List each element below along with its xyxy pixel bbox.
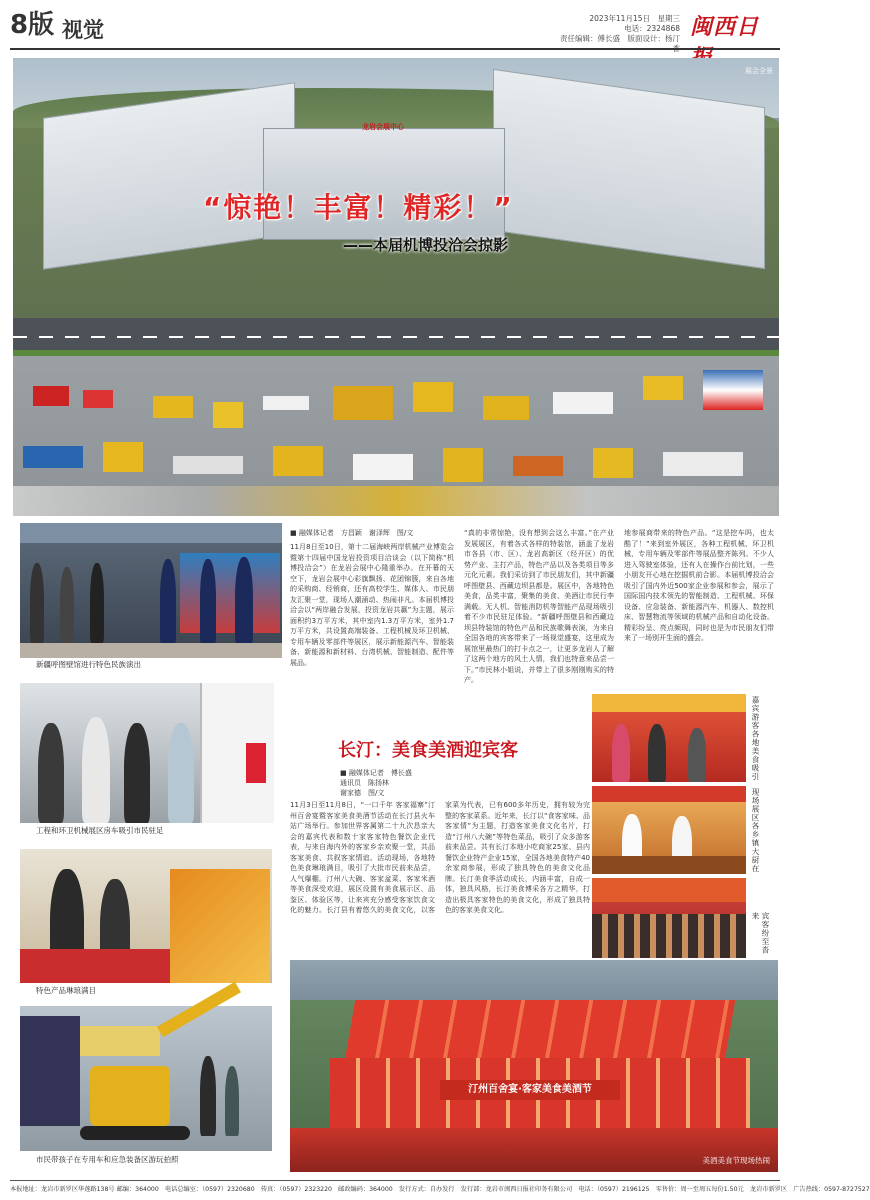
person [30, 563, 44, 643]
counter [592, 856, 746, 874]
photo-folk-dance [20, 523, 282, 658]
person [688, 728, 706, 782]
photo-guests [592, 878, 746, 958]
yellow-machine [153, 396, 193, 418]
page-footer: 本报地址：龙岩市新罗区华莲路138号 邮编：364000 电话总编室：（0597）2320680 传真：（0597）2323220 邮政编码：364000 发行方式：自办发行 发行部：龙岩市闽西日报社印务有限公司 电话：（0597）2196125 零售价：周一至周五每份1.50元 龙岩市新罗区 广告热线：0597-8727527 [10, 1180, 780, 1194]
photo-food-festival-venue [290, 960, 778, 1172]
caption-stall-3: 宾客纷至沓来 [751, 912, 770, 955]
page-number: 8版 [10, 10, 55, 40]
white-truck [173, 456, 243, 474]
article1-column-2: “真的非常惊艳，没有想到会这么丰富。”在产业发展展区，有着各式各样的特装馆，涵盖了龙岩市各县（市、区）、龙岩高新区（经开区）的优势产业、主打产品，特色产品以及各类项目等多元化元素。我们采访到了市民朋友们，其中新疆呼图壁县、西藏边坝县都是。展区中，各地特色美食，品类丰富，聚集的美食、美酒让市民行李满载。无人机、智能消防机等智能产品现场吸引着不少市民驻足体验。“新疆呼图壁县和西藏边坝县特装馆的特色产品和民族歌舞表演，为来自全国各地的宾客带来了一场视觉盛宴，这里成为展馆里最热门的打卡点之一，让更多龙岩人了解了这两个地方的风土人情，我们也特意来品尝一下。”市民林小姐说，并带上了很多刚刚购买的特产。 [464, 529, 614, 684]
photo-food-stall-2 [592, 786, 746, 874]
caption-venue: 美酒美食节现场热闹 [702, 1156, 770, 1165]
excavator-body [90, 1066, 170, 1126]
yellow-machine [103, 442, 143, 472]
person [225, 1066, 239, 1136]
red-display-table [20, 949, 170, 983]
page-header [0, 0, 790, 50]
white-truck [553, 392, 613, 414]
photo-rv-vehicle [20, 683, 272, 823]
yellow-machine [213, 402, 243, 428]
article1-column-1: 11月8日至10日，第十二届海峡两岸机械产业博览会暨第十四届中国龙岩投资项目洽谈会（以下简称“机博投洽会”）在龙岩会展中心隆重举办。在开幕的天空下，龙岩会展中心彩旗飘扬、花团锦簇，来自各地的采购商、经销商，还有高校学生、媒体人、市民朋友汇聚一堂，现场人潮涌动、热闹非凡。本届机博投洽会以“两岸融合发展，投资龙岩共赢”为主题，展示面积约3万平方米，其中室内1.3万平方米，室外1.7万平方米，共设置高端装备、工程机械及环卫机械、专用车辆及零部件等展区，展示新能源汽车、智能装备、新能源和新材料、台湾机械、智能制造、配件等展品。 [290, 543, 454, 667]
banner [80, 1026, 160, 1056]
awning [592, 694, 746, 712]
yellow-machine [413, 382, 453, 412]
person [60, 567, 74, 643]
venue-banner: 汀州百舍宴·客家美食美酒节 [440, 1080, 620, 1100]
performer [235, 557, 253, 645]
yellow-machine [333, 386, 393, 420]
dark-vehicle [20, 1016, 80, 1126]
floor [20, 643, 282, 658]
person [648, 724, 666, 782]
person [612, 724, 630, 782]
article2-byline: ■ 融媒体记者 傅长盛 通讯员 陈扬林 谢家德 图/文 [340, 769, 412, 797]
blue-truck [23, 446, 83, 468]
issue-date: 2023年11月15日 星期三 [589, 14, 680, 23]
building-sign: 龙岩会展中心 [362, 123, 404, 131]
yellow-machine [593, 448, 633, 478]
article2-title: 长汀：美食美酒迎宾客 [338, 740, 518, 761]
red-truck [33, 386, 69, 406]
white-truck [353, 454, 413, 480]
caption-folk-dance: 新疆呼图壁馆进行特色民族演出 [36, 660, 141, 669]
white-truck [263, 396, 309, 410]
yellow-machine [483, 396, 529, 420]
yellow-machine [273, 446, 323, 476]
yellow-machine [443, 448, 483, 482]
hero-aerial-photo [13, 58, 779, 515]
yellow-machine [643, 376, 683, 400]
stage-backdrop [20, 523, 282, 543]
issue-editors: 责任编辑：傅长盛 版面设计：杨汀 [560, 34, 680, 43]
article1-byline: ■ 融媒体记者 方昌颖 谢泽辉 图/文 [290, 529, 414, 537]
caption-stall-1: 嘉宾游客各地美食吸引 [751, 696, 760, 781]
display-screen [180, 553, 280, 633]
section-name: 视觉 [62, 18, 104, 42]
background [290, 960, 778, 1000]
newspaper-masthead: 闽西日 [690, 14, 760, 40]
article2-body: 11月3日至11月8日，“一口千年 客家福寨”汀州百舍宴暨客家美食美酒节活动在长汀县火车站广场举行。参加世界客属第二十九次恳亲大会的嘉宾代表和数十家客家特色餐饮企业代表，与来自海内外的客家乡亲欢聚一堂，共品客家美食、共叙客家情谊。活动现场，各地特色美食琳琅满目，吸引了大批市民前来品尝，人气爆棚。汀州八大碗、客家盆菜、客家米酒等美食深受欢迎，展区设置有美食展示区、品鉴区、体验区等，让来宾充分感受客家饮食文化的魅力。长汀县有着悠久的美食文化，以客家菜为代表，已有600多年历史，拥有较为完整的客家菜系。近年来，长汀以“食客家味、品客家情”为主题，打造客家美食文化名片，打造“汀州八大碗”等特色菜品，吸引了众多游客前来品尝。共有长汀本地小吃商家25家、县内餐饮企业特产企业15家，全国各地美食特产40余家商参展，形成了独具特色的美食文化品牌。长汀美食季活动成长，内涵丰富，自成一体，独具风格，长汀美食博采各方之精华，打造出极具客家特色的美食文化，形成了独具特色的客家美食文化。 [290, 801, 590, 914]
person [38, 723, 64, 823]
caption-rv-vehicle: 工程和环卫机械展区房车吸引市民驻足 [36, 826, 164, 835]
road-marking [13, 336, 779, 338]
hero-title: “惊艳！丰富！精彩！” [203, 191, 514, 224]
white-truck [663, 452, 743, 476]
person [90, 563, 104, 643]
photo-products [20, 849, 272, 983]
person [168, 723, 194, 823]
hero-photo-caption: 展会全景 [745, 67, 773, 75]
red-truck [83, 390, 113, 408]
caption-products: 特色产品琳琅满目 [36, 986, 96, 995]
awning [592, 786, 746, 802]
orange-machine [513, 456, 563, 476]
excavator-track [80, 1126, 190, 1140]
outdoor-exhibit-lot [13, 356, 779, 516]
person [200, 1056, 216, 1136]
caption-excavator: 市民带孩子在专用车和应急装备区游玩拍照 [36, 1155, 179, 1164]
header-divider [10, 48, 780, 50]
vehicle-row [13, 486, 779, 516]
rv-taillight [246, 743, 266, 783]
red-canopy-roofs [345, 1000, 736, 1060]
person [124, 723, 150, 823]
photo-food-stall-1 [592, 694, 746, 782]
performer [160, 559, 176, 645]
crowd [592, 914, 746, 958]
article1-column-3: 地参展商带来的特色产品。“这是挖车吗，也太酷了！”来到室外展区，各种工程机械、环卫机械、专用车辆及零部件等展品整齐陈列。不少人进入驾驶室体验，还有人在操作台前比划，一些小朋友开心地在挖掘机前合影。本届机博投洽会吸引了国内外近500家企业参展和参会，展示了国际国内技术领先的智能制造、工程机械、环保设备、应急装备、新能源汽车、机器人、数控机床、智慧物流等领域的机械产品和自动化设备。精彩纷呈、亮点频现，同时也是为市民朋友们带来了一场别开生面的盛会。 [624, 529, 774, 642]
performer [200, 559, 216, 645]
hero-subtitle: ——本届机博投洽会掠影 [343, 236, 509, 254]
caption-stall-2: 现场展区各乡镇大厨在 [751, 788, 760, 873]
photo-excavator [20, 1006, 272, 1151]
canopy [592, 878, 746, 902]
flag-display [703, 370, 763, 410]
issue-phone: 电话：2324868 [624, 24, 680, 33]
product-boxes [170, 869, 270, 983]
person [82, 717, 110, 823]
